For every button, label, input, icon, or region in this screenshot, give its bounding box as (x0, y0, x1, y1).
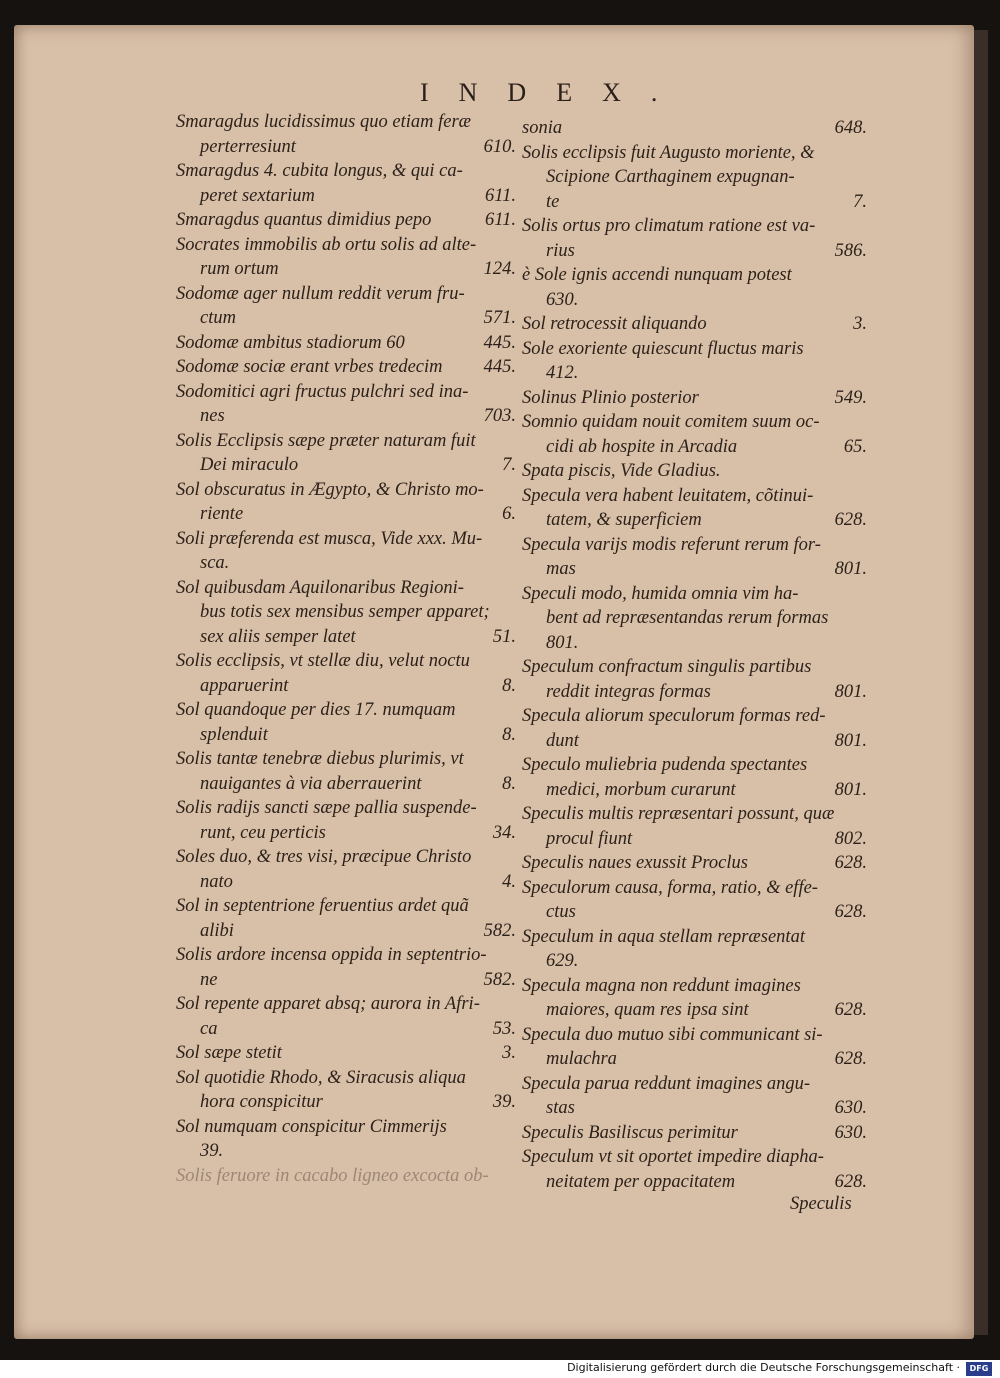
entry-line: Socrates immobilis ab ortu solis ad alte- (176, 234, 477, 255)
entry-line: Sol retrocessit aliquando (522, 314, 707, 334)
index-entry (522, 459, 867, 484)
page-reference: 630. (834, 1122, 867, 1143)
index-entry (176, 1115, 516, 1164)
page-reference: 801. (834, 779, 867, 800)
entry-line: sonia (522, 118, 563, 138)
entry-line: 39. (200, 1141, 224, 1161)
entry-line: runt, ceu perticis (200, 822, 326, 843)
index-entry (176, 429, 516, 478)
entry-line: neitatem per oppacitatem (546, 1171, 736, 1192)
entry-line: Sol quotidie Rhodo, & Siracusis aliqua (176, 1067, 466, 1088)
index-entry (176, 845, 516, 894)
entry-line: Specula aliorum speculorum formas red- (522, 706, 826, 726)
page-reference: 34. (492, 822, 516, 843)
page-reference: 445. (483, 332, 516, 353)
entry-line: Smaragdus 4. cubita longus, & qui ca- (176, 161, 463, 181)
entry-line: Solis ardore incensa oppida in septentrio- (176, 945, 487, 965)
index-entry (176, 1066, 516, 1115)
entry-line: splenduit (200, 724, 268, 745)
entry-line: Speculis naues exussit Proclus (522, 853, 748, 873)
page-reference: 801. (834, 730, 867, 751)
entry-line: ca (200, 1018, 218, 1039)
entry-line: Spata piscis, Vide Gladius. (522, 461, 721, 481)
index-entry (522, 1072, 867, 1121)
page-reference: 8. (502, 724, 516, 745)
index-entry (176, 747, 516, 796)
entry-line: Speculis Basiliscus perimitur (522, 1122, 738, 1143)
index-entry (522, 337, 867, 386)
footer-credit: Digitalisierung gefördert durch die Deutsche Forschungsgemeinschaft · (567, 1361, 960, 1374)
page-reference: 51. (492, 626, 516, 647)
page-reference: 8. (502, 773, 516, 794)
entry-line: medici, morbum curarunt (546, 779, 736, 800)
entry-line: reddit integras formas (546, 681, 711, 702)
index-entry (522, 410, 867, 459)
page-reference: 628. (834, 902, 867, 922)
entry-line: sex aliis semper latet (200, 626, 356, 647)
index-entry (522, 802, 867, 851)
entry-line: 630. (546, 289, 579, 310)
page-reference: 630. (834, 1098, 867, 1118)
index-entry (522, 533, 867, 582)
entry-line: Specula magna non reddunt imagines (522, 975, 801, 996)
index-entry (176, 943, 516, 992)
entry-line: stas (546, 1098, 575, 1118)
index-entry (522, 312, 867, 337)
page-reference: 628. (834, 1049, 867, 1069)
catchword: Speculis (790, 1194, 852, 1214)
page-reference: 3. (502, 1043, 516, 1063)
page-reference: 586. (834, 240, 867, 261)
index-entry (522, 484, 867, 533)
index-entry (522, 655, 867, 704)
index-entry (176, 282, 516, 331)
index-entry (522, 1121, 867, 1146)
page-reference: 549. (834, 387, 867, 408)
entry-line: mulachra (546, 1049, 617, 1069)
entry-line: rum ortum (200, 259, 279, 279)
entry-line: Specula varijs modis referunt rerum for- (522, 534, 821, 555)
index-entry (176, 331, 516, 356)
page-edge (974, 30, 988, 1335)
entry-line: Somnio quidam nouit comitem suum oc- (522, 412, 820, 432)
entry-line: peret sextarium (200, 185, 315, 206)
entry-line: alibi (200, 920, 234, 941)
entry-line: Sol obscuratus in Ægypto, & Christo mo- (176, 479, 484, 500)
page-reference: 628. (834, 1000, 867, 1020)
dfg-logo: DFG (966, 1362, 992, 1376)
entry-line: è Sole ignis accendi nunquam potest (522, 265, 792, 285)
index-entry (522, 263, 867, 312)
page-reference: 3. (853, 314, 867, 334)
entry-line: Soles duo, & tres visi, præcipue Christo (176, 847, 472, 867)
index-entry (176, 208, 516, 233)
entry-line: ne (200, 969, 218, 990)
entry-line: perterresiunt (200, 136, 296, 157)
page-reference: 610. (483, 136, 516, 157)
entry-line: bent ad repræsentandas rerum formas (546, 608, 829, 628)
page-reference: 628. (834, 510, 867, 530)
entry-line: dunt (546, 730, 579, 751)
page-reference: 703. (483, 406, 516, 426)
index-entry (176, 796, 516, 845)
index-entry (522, 753, 867, 802)
index-entry (522, 876, 867, 925)
page-reference: 582. (483, 920, 516, 941)
entry-line: Solis radijs sancti sæpe pallia suspende- (176, 798, 477, 818)
entry-line: Speculis multis repræsentari possunt, quæ (522, 804, 835, 824)
entry-line: Solis ortus pro climatum ratione est va- (522, 216, 816, 236)
index-entry (176, 110, 516, 159)
entry-line: Specula parua reddunt imagines angu- (522, 1073, 811, 1094)
page-reference: 571. (483, 308, 516, 328)
entry-line: Dei miraculo (200, 455, 299, 475)
entry-line: bus totis sex mensibus semper apparet; (200, 602, 490, 622)
index-entry (522, 141, 867, 215)
page-reference: 8. (502, 675, 516, 696)
entry-line: nato (200, 871, 233, 892)
entry-line: Solis Ecclipsis sæpe præter naturam fuit (176, 430, 476, 451)
entry-line: Speculo muliebria pudenda spectantes (522, 755, 808, 775)
entry-line: Solis ecclipsis fuit Augusto moriente, & (522, 142, 815, 163)
entry-line: Sol numquam conspicitur Cimmerijs (176, 1116, 447, 1137)
entry-line: Sodomæ ager nullum reddit verum fru- (176, 283, 465, 304)
entry-line: Solis feruore in cacabo ligneo excocta ob- (176, 1165, 489, 1186)
page-title: INDEX. (420, 78, 688, 107)
entry-line: Speculum vt sit oportet impedire diapha- (522, 1147, 824, 1167)
index-entry (176, 159, 516, 208)
index-entry (522, 1023, 867, 1072)
entry-line: Specula vera habent leuitatem, cõtinui- (522, 485, 814, 506)
page-reference: 801. (834, 681, 867, 702)
page-reference: 7. (853, 191, 867, 212)
page-reference: 39. (492, 1092, 516, 1112)
page-reference: 445. (483, 357, 516, 377)
index-entry (176, 478, 516, 527)
entry-line: riente (200, 504, 244, 524)
entry-line: te (546, 191, 560, 212)
entry-line: Solis tantæ tenebræ diebus plurimis, vt (176, 749, 464, 769)
entry-line: nauigantes à via aberrauerint (200, 773, 422, 794)
entry-line: Sol quandoque per dies 17. numquam (176, 700, 456, 720)
entry-line: Sol quibusdam Aquilonaribus Regioni- (176, 577, 464, 598)
entry-line: Smaragdus lucidissimus quo etiam feræ (176, 112, 471, 132)
entry-line: Sol sæpe stetit (176, 1043, 282, 1063)
entry-line: Speculum in aqua stellam repræsentat (522, 926, 805, 947)
index-entry (522, 974, 867, 1023)
entry-line: Solis ecclipsis, vt stellæ diu, velut noctu (176, 651, 470, 671)
index-entry (176, 380, 516, 429)
index-entry (522, 925, 867, 974)
page-reference: 124. (483, 259, 516, 279)
right-column (522, 116, 867, 1194)
entry-line: Solinus Plinio posterior (522, 387, 699, 408)
entry-line: hora conspicitur (200, 1092, 323, 1112)
entry-line: Scipione Carthaginem expugnan- (546, 167, 795, 187)
entry-line: Soli præferenda est musca, Vide xxx. Mu- (176, 528, 483, 549)
index-entry (176, 1041, 516, 1066)
entry-line: 801. (546, 632, 579, 653)
entry-line: Sodomæ sociæ erant vrbes tredecim (176, 357, 443, 377)
entry-line: Sol in septentrione feruentius ardet quã (176, 896, 469, 916)
page-reference: 628. (834, 1171, 867, 1192)
index-entry (522, 582, 867, 656)
page-reference: 6. (502, 504, 516, 524)
page-reference: 4. (502, 871, 516, 892)
page-reference: 802. (834, 828, 867, 849)
index-entry (522, 1145, 867, 1194)
entry-line: maiores, quam res ipsa sint (546, 1000, 749, 1020)
entry-line: Specula duo mutuo sibi communicant si- (522, 1024, 823, 1045)
index-entry (522, 116, 867, 141)
page-reference: 611. (484, 210, 516, 230)
page-reference: 801. (834, 559, 867, 579)
page-reference: 65. (843, 436, 867, 457)
entry-line: apparuerint (200, 675, 289, 696)
index-entry (522, 704, 867, 753)
index-entry (522, 386, 867, 411)
entry-line: sca. (200, 553, 230, 573)
entry-line: 412. (546, 363, 579, 383)
entry-line: Sodomæ ambitus stadiorum 60 (176, 332, 405, 353)
index-entry (176, 576, 516, 650)
entry-line: Speculum confractum singulis partibus (522, 657, 812, 677)
entry-line: ctus (546, 902, 576, 922)
index-entry (176, 649, 516, 698)
index-entry (176, 1164, 516, 1189)
entry-line: rius (546, 240, 575, 261)
entry-line: Sol repente apparet absq; aurora in Afri- (176, 994, 480, 1014)
entry-line: procul fiunt (546, 828, 633, 849)
index-entry (176, 233, 516, 282)
entry-line: 629. (546, 951, 579, 971)
page-reference: 648. (834, 118, 867, 138)
entry-line: mas (546, 559, 576, 579)
page-reference: 53. (492, 1018, 516, 1039)
entry-line: cidi ab hospite in Arcadia (546, 436, 738, 457)
entry-line: Sole exoriente quiescunt fluctus maris (522, 338, 804, 359)
entry-line: Speculorum causa, forma, ratio, & effe- (522, 877, 818, 898)
entry-line: Smaragdus quantus dimidius pepo (176, 210, 432, 230)
index-entry (176, 355, 516, 380)
index-entry (176, 992, 516, 1041)
left-column (176, 110, 516, 1188)
index-entry (522, 214, 867, 263)
entry-line: ctum (200, 308, 236, 328)
index-entry (522, 851, 867, 876)
entry-line: tatem, & superficiem (546, 510, 702, 530)
index-entry (176, 698, 516, 747)
page-reference: 7. (502, 455, 516, 475)
page-reference: 628. (834, 853, 867, 873)
page-reference: 582. (483, 969, 516, 990)
page-reference: 611. (484, 185, 516, 206)
index-entry (176, 894, 516, 943)
index-entry (176, 527, 516, 576)
entry-line: Speculi modo, humida omnia vim ha- (522, 583, 799, 604)
entry-line: nes (200, 406, 225, 426)
entry-line: Sodomitici agri fructus pulchri sed ina- (176, 381, 469, 402)
